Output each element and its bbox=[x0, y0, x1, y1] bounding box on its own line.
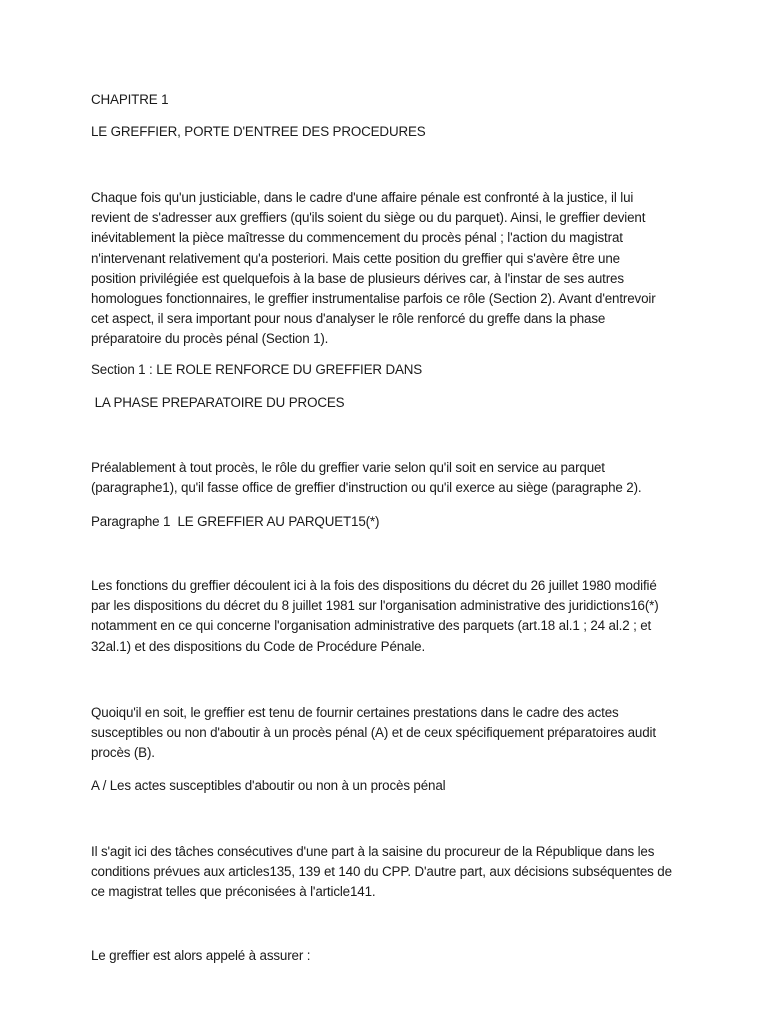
paragraph-line: Chaque fois qu'un justiciable, dans le cadre d'une affaire pénale est confronté à la justice, il lui bbox=[91, 190, 634, 205]
paragraph-line: conditions prévues aux articles135, 139 et 140 du CPP. D'autre part, aux décisions subséquentes de bbox=[91, 864, 672, 880]
paragraph-line: Quoiqu'il en soit, le greffier est tenu de fournir certaines prestations dans le cadre des actes bbox=[91, 705, 619, 720]
paragraph-line: 32al.1) et des dispositions du Code de Procédure Pénale. bbox=[91, 638, 426, 654]
intro-paragraph bbox=[91, 188, 681, 350]
chapter-number: CHAPITRE 1 bbox=[91, 92, 169, 107]
quoiquil-paragraph bbox=[91, 703, 681, 764]
paragraph-line: ce magistrat telles que préconisées à l'article141. bbox=[91, 884, 376, 900]
paragraph-line: cet aspect, il sera important pour nous d'analyser le rôle renforcé du greffe dans la phase bbox=[91, 311, 606, 327]
section-1-heading: Section 1 : LE ROLE RENFORCE DU GREFFIER DANS bbox=[91, 362, 423, 377]
paragraph-line: procès (B). bbox=[91, 745, 155, 761]
taches-paragraph bbox=[91, 842, 681, 903]
chapter-title: LE GREFFIER, PORTE D'ENTREE DES PROCEDURES bbox=[91, 124, 426, 139]
paragraph-line: position privilégiée est quelquefois à la base de plusieurs dérives car, à l'instar de ses autres bbox=[91, 270, 624, 286]
section-1-heading-continued: LA PHASE PREPARATOIRE DU PROCES bbox=[91, 395, 345, 410]
paragraph-line: Les fonctions du greffier découlent ici à la fois des dispositions du décret du 26 juillet 1980 modifié bbox=[91, 578, 657, 593]
functions-paragraph bbox=[91, 576, 681, 657]
paragraph-line: homologues fonctionnaires, le greffier instrumentalise parfois ce rôle (Section 2). Avant d'entrevoir bbox=[91, 291, 656, 307]
paragraph-line: préparatoire du procès pénal (Section 1). bbox=[91, 331, 329, 347]
paragraph-line: notamment en ce qui concerne l'organisation administrative des parquets (art.18 al.1 ; 24 al.2 ; et bbox=[91, 618, 652, 634]
paragraph-line: inévitablement la pièce maîtresse du commencement du procès pénal ; l'action du magistrat bbox=[91, 230, 623, 246]
paragraph-line: (paragraphe1), qu'il fasse office de greffier d'instruction ou qu'il exerce au siège (paragraphe 2). bbox=[91, 480, 642, 496]
paragraph-1-heading: Paragraphe 1 LE GREFFIER AU PARQUET15(*) bbox=[91, 514, 380, 529]
paragraph-line: par les dispositions du décret du 8 juillet 1981 sur l'organisation administrative des juridictions16(*) bbox=[91, 598, 659, 614]
subsection-a-heading: A / Les actes susceptibles d'aboutir ou non à un procès pénal bbox=[91, 778, 446, 793]
preliminary-paragraph bbox=[91, 458, 681, 498]
paragraph-line: Il s'agit ici des tâches consécutives d'une part à la saisine du procureur de la République dans les bbox=[91, 844, 655, 859]
paragraph-line: susceptibles ou non d'aboutir à un procès pénal (A) et de ceux spécifiquement préparatoires audit bbox=[91, 725, 656, 741]
paragraph-line: Préalablement à tout procès, le rôle du greffier varie selon qu'il soit en service au parquet bbox=[91, 460, 605, 475]
paragraph-line: n'intervenant relativement qu'a posteriori. Mais cette position du greffier qui s'avère être une bbox=[91, 250, 620, 266]
paragraph-line: revient de s'adresser aux greffiers (qu'ils soient du siège ou du parquet). Ainsi, le greffier devient bbox=[91, 210, 646, 226]
final-line: Le greffier est alors appelé à assurer : bbox=[91, 948, 311, 963]
